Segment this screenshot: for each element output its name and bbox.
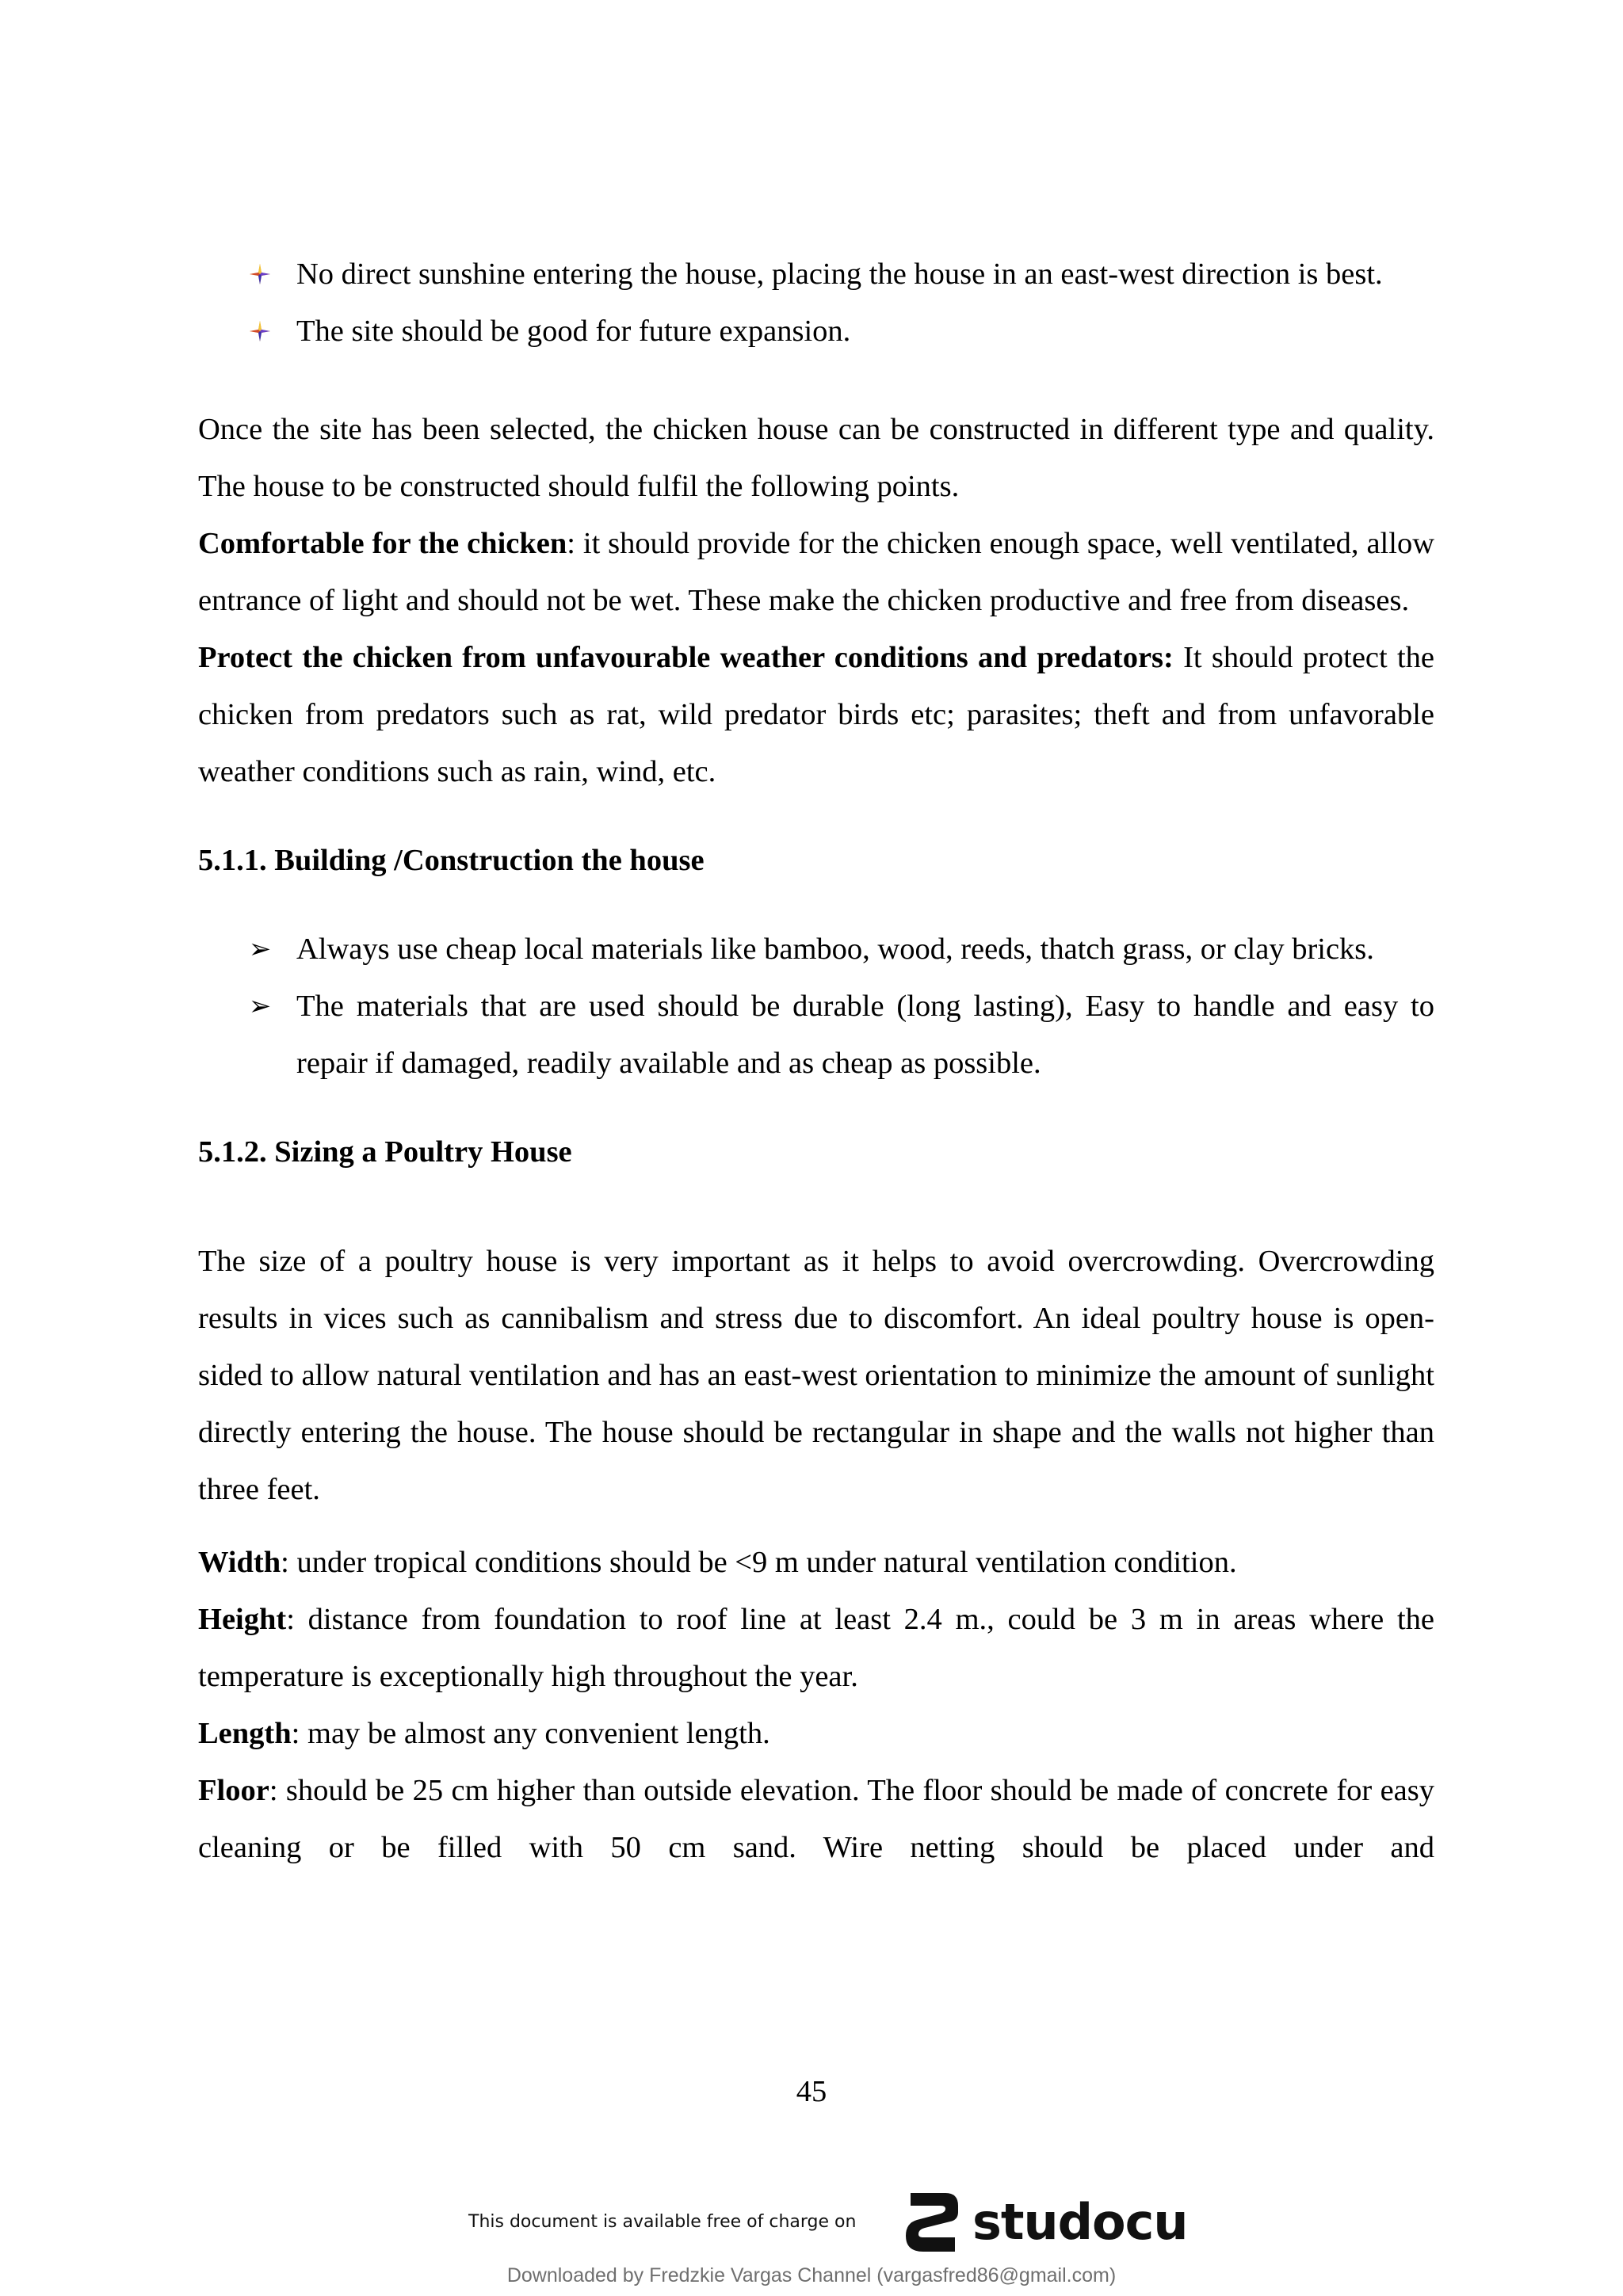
list-item: ➢ The materials that are used should be durable (long lasting), Easy to handle and easy to repair if damaged, readily available and as cheap as possible. <box>198 978 1434 1092</box>
section-heading-511: 5.1.1. Building /Construction the house <box>198 844 705 877</box>
document-page <box>198 246 1434 1876</box>
footer-available-text: This document is available free of charge on <box>468 2212 857 2232</box>
spec-length: Length: may be almost any convenient length. <box>198 1717 770 1750</box>
spec-height: Height: distance from foundation to roof line at least 2.4 m., could be 3 m in areas where the temperature is exceptionally high throughout the year. <box>198 1603 1434 1693</box>
point-comfortable: Comfortable for the chicken: it should provide for the chicken enough space, well ventilated, allow entrance of light and should not be wet. These make the chicken productive and free from diseases. <box>198 527 1434 617</box>
intro-paragraph: Once the site has been selected, the chicken house can be constructed in different type and quality. The house to be constructed should fulfil the following points. <box>198 413 1434 503</box>
spec-floor: Floor: should be 25 cm higher than outside elevation. The floor should be made of concrete for easy cleaning or be filled with 50 cm sand. Wire netting should be placed under and <box>198 1774 1434 1864</box>
list-item: No direct sunshine entering the house, placing the house in an east-west direction is best. <box>198 246 1434 303</box>
sparkle-star-icon <box>244 246 276 303</box>
sparkle-star-icon <box>244 303 276 360</box>
footer-downloaded-by: Downloaded by Fredzkie Vargas Channel (vargasfred86@gmail.com) <box>506 2264 1117 2286</box>
arrow-right-icon: ➢ <box>248 990 272 1022</box>
studocu-brand-text: studocu <box>972 2193 1188 2251</box>
point-protect: Protect the chicken from unfavourable weather conditions and predators: It should protect the chicken from predators such as rat, wild predator birds etc; parasites; theft and from unfavorable weather conditions such as rain, wind, etc. <box>198 641 1434 788</box>
arrow-right-icon: ➢ <box>248 933 272 965</box>
list-item: The site should be good for future expansion. <box>198 303 1434 360</box>
page-number: 45 <box>796 2075 827 2108</box>
studocu-logo-icon <box>899 2188 964 2256</box>
list-item: ➢ Always use cheap local materials like bamboo, wood, reeds, thatch grass, or clay bricks. <box>198 921 1434 978</box>
section-heading-512: 5.1.2. Sizing a Poultry House <box>198 1135 572 1169</box>
sizing-paragraph: The size of a poultry house is very important as it helps to avoid overcrowding. Overcrowding results in vices such as cannibalism and stress due to discomfort. An ideal poultry house is open-sided to allow natural ventilation and has an east-west orientation to minimize the amount of sunlight directly entering the house. The house should be rectangular in shape and the walls not higher than three feet. <box>198 1245 1434 1506</box>
spec-width: Width: under tropical conditions should be <9 m under natural ventilation condition. <box>198 1546 1237 1579</box>
studocu-logo[interactable] <box>899 2187 1188 2258</box>
